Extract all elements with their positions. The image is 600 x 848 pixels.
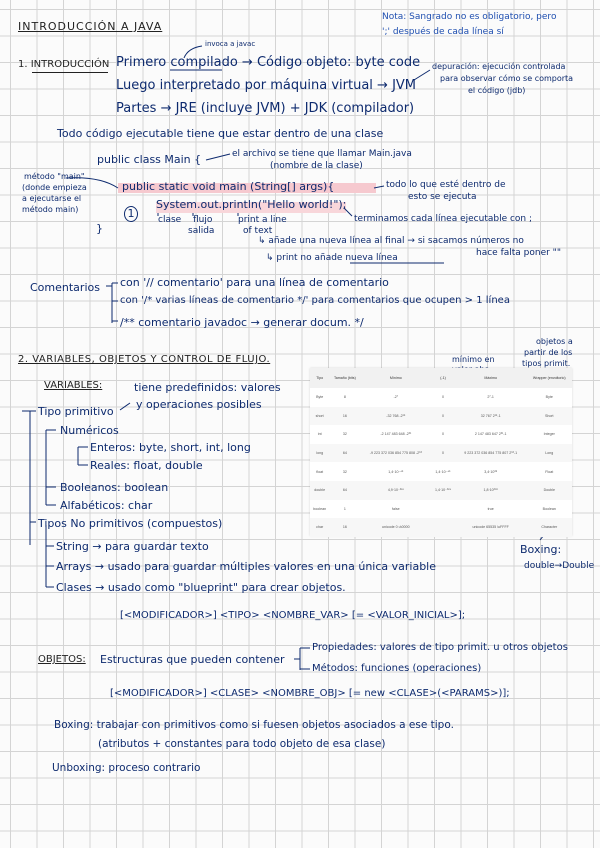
objetos-label: OBJETOS: [38,654,86,665]
comentario-3: /** comentario javadoc → generar docum. */ [120,316,364,329]
table-cell: false [392,506,400,511]
th-min-abs: (-1) [431,368,455,388]
propiedades-line: Propiedades: valores de tipo primit. u otros objetos [312,642,568,653]
objetos-note-1: objetos a [536,337,573,346]
table-row [310,444,572,463]
minimo-note-1: mínimo en [452,355,495,364]
table-cell: long [310,444,329,463]
table-cell: Byte [316,395,324,400]
depuracion-1: depuración: ejecución controlada [432,62,566,71]
th-minimo: Mínimo [360,368,431,388]
table-cell: 32 [342,469,347,474]
enteros: Enteros: byte, short, int, long [90,441,251,454]
table-cell: 2⁷-1 [487,395,494,400]
string-line: String → para guardar texto [56,540,209,553]
boxing-right-2: double→Double [524,561,595,571]
invoca-note: invoca a javac [205,40,256,48]
flujo-label: flujo [193,215,213,225]
depuracion-3: el código (jdb) [468,86,526,95]
table-cell: boolean [313,506,327,511]
table-cell: 0 [431,444,455,463]
table-cell: 1,4·10⁻⁴⁵ [388,469,404,474]
table-cell: unicode 0 u\0000 [360,518,431,537]
table-cell: Integer [543,432,555,437]
metodo-note-1: método "main" [24,172,85,181]
metodo-note-3: a ejecutarse el [22,194,82,203]
table-cell: 1,4·10⁻³²⁴ [431,481,455,500]
table-cell: -9 223 372 036 854 775 808 -2⁶³ [360,444,431,463]
table-cell: -2 147 483 648 -2³¹ [380,432,412,437]
section2-heading: 2. VARIABLES, OBJETOS Y CONTROL DE FLUJO. [18,354,271,365]
table-cell: 64 [329,444,360,463]
print-no-note: ↳ print no añade nueva línea [266,253,398,263]
no-primitivos: Tipos No primitivos (compuestos) [38,517,223,530]
table-cell: Double [527,481,572,500]
th-maximo: Máximo [455,368,527,388]
objetos-note-3: tipos primit. [522,359,571,368]
archivo-note-2: (nombre de la clase) [270,161,363,171]
table-cell: true [487,506,494,511]
unboxing-line: Unboxing: proceso contrario [52,762,201,774]
clase-label: clase [158,215,182,225]
table-cell: 0 [441,395,444,400]
comentario-2: con '/* varias líneas de comentario */' para comentarios que ocupen > 1 línea [120,295,510,306]
table-cell: 9 223 372 036 854 775 807 2⁶³-1 [455,444,527,463]
table-cell: short [310,407,329,426]
th-wrapper: Wrapper (envoltorio) [527,368,572,388]
declaracion-objeto: [<MODIFICADOR>] <CLASE> <NOMBRE_OBJ> [= new <CLASE>(<PARAMS>)]; [110,688,510,699]
partes-line: Partes → JRE (incluye JVM) + JDK (compilador) [116,101,415,116]
estructuras-line: Estructuras que pueden contener [100,653,285,666]
table-cell: int [317,432,322,437]
table-cell: 0 [441,432,444,437]
table-cell: Boolean [542,506,556,511]
table-cell: char [310,518,329,537]
table-row [310,518,572,537]
terminamos-note: terminamos cada línea ejecutable con ; [354,214,533,224]
table-cell: float [316,469,324,474]
public-class-line: public class Main { [97,153,202,166]
table-cell: 8 [343,395,346,400]
table-cell: unicode 65535 \uFFFF [455,518,527,537]
declaracion-variable: [<MODIFICADOR>] <TIPO> <NOMBRE_VAR> [= <VALOR_INICIAL>]; [120,610,466,621]
primitive-types-table [310,368,572,536]
table-row [310,425,572,444]
oftext-label: of text [243,226,273,236]
table-cell [431,500,455,519]
table-cell [431,518,455,537]
table-header-row [310,368,572,388]
salida-label: salida [188,226,215,236]
table-cell: -32 768 -2¹⁵ [360,407,431,426]
th-tipo: Tipo [310,368,329,388]
table-cell: Byte [545,395,553,400]
table-cell: 32 767 2¹⁵-1 [455,407,527,426]
clases-line: Clases → usado como "blueprint" para crear objetos. [56,581,346,594]
hace-falta-note: hace falta poner "" [476,248,561,258]
number-one-circle: 1 [124,206,138,222]
table-cell: Short [527,407,572,426]
table-cell: Float [545,469,554,474]
page-title: INTRODUCCIÓN A JAVA [18,20,163,33]
arrays-line: Arrays → usado para guardar múltiples valores en una única variable [56,560,437,573]
table-cell: 16 [329,407,360,426]
metodos-line: Métodos: funciones (operaciones) [312,663,482,674]
table-cell: Long [527,444,572,463]
table-cell: 32 [342,432,347,437]
todo-dentro-1: todo lo que esté dentro de [386,180,506,190]
table-cell: 0 [431,407,455,426]
tiene-2: y operaciones posibles [136,398,262,411]
table-row [310,500,572,519]
comentarios-label: Comentarios [30,281,100,294]
table-cell: 1,4·10⁻⁴⁵ [435,469,451,474]
table-row [310,388,572,407]
boxing-line-2: (atributos + constantes para todo objeto de esa clase) [98,738,386,750]
table-cell: 1,8·10³⁰⁸ [455,481,527,500]
main-signature: public static void main (String[] args){ [122,180,335,193]
todo-dentro-2: esto se ejecuta [408,192,477,202]
variables-label: VARIABLES: [44,380,103,391]
table-cell: 16 [329,518,360,537]
comentario-1: con '// comentario' para una línea de comentario [120,276,389,289]
top-note-line1: Nota: Sangrado no es obligatorio, pero [382,12,557,22]
primero-line: Primero compilado → Código objeto: byte code [116,55,421,70]
metodo-note-2: (donde empieza [22,183,87,192]
nueva-linea-note: ↳ añade una nueva línea al final → si sacamos números no [258,236,524,246]
section1-heading: 1. INTRODUCCIÓN [18,59,110,70]
booleanos: Booleanos: boolean [60,481,169,494]
table-row [310,481,572,500]
boxing-line-1: Boxing: trabajar con primitivos como si fuesen objetos asociados a ese tipo. [54,719,454,731]
println-line: System.out.println("Hello world!"); [156,198,347,211]
metodo-note-4: método main) [22,205,79,214]
table-cell: 3,4·10³⁸ [484,469,498,474]
depuracion-2: para observar cómo se comporta [440,74,574,83]
top-note-line2: ';' después de cada línea sí [382,27,504,37]
luego-line: Luego interpretado por máquina virtual → JVM [116,78,417,93]
table-cell: Character [527,518,572,537]
clase-line: Todo código ejecutable tiene que estar dentro de una clase [57,127,384,140]
boxing-right-1: Boxing: [520,543,562,556]
tiene-1: tiene predefinidos: valores [134,381,281,394]
table-cell: double [310,481,329,500]
objetos-note-2: partir de los [524,348,573,357]
table-cell: 1 [343,506,346,511]
close-brace: } [96,222,103,235]
table-cell: 4,9·10⁻³²⁴ [360,481,431,500]
numericos: Numéricos [60,424,119,437]
table-row [310,462,572,481]
table-cell: 64 [329,481,360,500]
alfabeticos: Alfabéticos: char [60,499,153,512]
tipo-primitivo: Tipo primitivo [38,405,114,418]
reales: Reales: float, double [90,459,203,472]
table-cell: 2 147 483 647 2³¹-1 [474,432,507,437]
table-cell: -2⁷ [393,395,399,400]
archivo-note-1: el archivo se tiene que llamar Main.java [232,149,412,159]
table-row [310,407,572,426]
th-tamano: Tamaño (bits) [329,368,360,388]
printline-label: print a line [238,215,287,225]
